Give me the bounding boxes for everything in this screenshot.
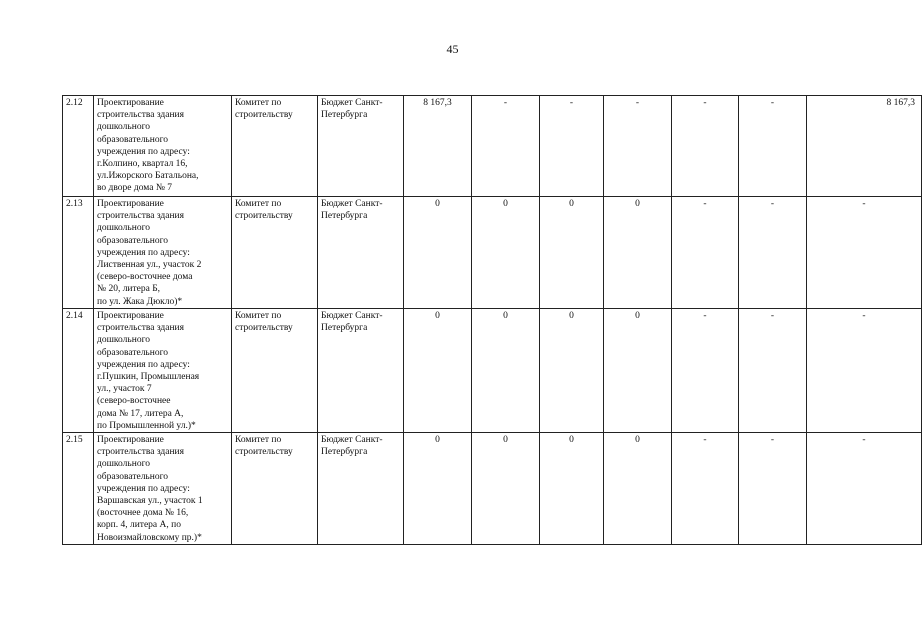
value-cell: 0: [604, 309, 672, 433]
funding-source: Бюджет Санкт-Петербурга: [318, 309, 404, 433]
row-number: 2.14: [63, 309, 94, 433]
activity-name: Проектирование строительства здания дошкольного образовательного учреждения по адресу: Варшавская ул., участок 1 (восточнее дома № 16, корп. 4, литера А, по Новоизмайловскому пр.)*: [94, 433, 232, 545]
value-cell: -: [739, 309, 807, 433]
value-cell: -: [739, 433, 807, 545]
value-cell: -: [672, 309, 739, 433]
value-cell: 0: [540, 309, 604, 433]
total-cell: -: [807, 433, 922, 545]
value-cell: 0: [472, 309, 540, 433]
value-cell: 0: [472, 433, 540, 545]
value-cell: 0: [404, 433, 472, 545]
value-cell: -: [672, 433, 739, 545]
value-cell: -: [739, 96, 807, 197]
value-cell: 0: [540, 197, 604, 309]
value-cell: -: [604, 96, 672, 197]
total-cell: -: [807, 309, 922, 433]
row-number: 2.13: [63, 197, 94, 309]
value-cell: 0: [540, 433, 604, 545]
executor: Комитет по строительству: [232, 197, 318, 309]
activity-name: Проектирование строительства здания дошкольного образовательного учреждения по адресу: г.Колпино, квартал 16, ул.Ижорского Батальона, во дворе дома № 7: [94, 96, 232, 197]
value-cell: 0: [404, 197, 472, 309]
funding-source: Бюджет Санкт-Петербурга: [318, 433, 404, 545]
value-cell: 0: [472, 197, 540, 309]
row-number: 2.12: [63, 96, 94, 197]
executor: Комитет по строительству: [232, 309, 318, 433]
value-cell: -: [472, 96, 540, 197]
total-cell: 8 167,3: [807, 96, 922, 197]
funding-source: Бюджет Санкт-Петербурга: [318, 96, 404, 197]
executor: Комитет по строительству: [232, 433, 318, 545]
value-cell: 8 167,3: [404, 96, 472, 197]
value-cell: 0: [404, 309, 472, 433]
value-cell: -: [672, 197, 739, 309]
row-number: 2.15: [63, 433, 94, 545]
activity-name: Проектирование строительства здания дошкольного образовательного учреждения по адресу: г.Пушкин, Промышленая ул., участок 7 (северо-восточнее дома № 17, литера А, по Промышленной ул.)*: [94, 309, 232, 433]
page-number: 45: [446, 42, 459, 56]
value-cell: -: [540, 96, 604, 197]
funding-source: Бюджет Санкт-Петербурга: [318, 197, 404, 309]
value-cell: -: [739, 197, 807, 309]
total-cell: -: [807, 197, 922, 309]
program-table: [62, 95, 922, 545]
table-row: [63, 197, 922, 309]
table-row: [63, 96, 922, 197]
executor: Комитет по строительству: [232, 96, 318, 197]
table-row: [63, 309, 922, 433]
value-cell: 0: [604, 197, 672, 309]
value-cell: -: [672, 96, 739, 197]
table-row: [63, 433, 922, 545]
value-cell: 0: [604, 433, 672, 545]
activity-name: Проектирование строительства здания дошкольного образовательного учреждения по адресу: Лиственная ул., участок 2 (северо-восточнее дома № 20, литера Б, по ул. Жака Дюкло)*: [94, 197, 232, 309]
